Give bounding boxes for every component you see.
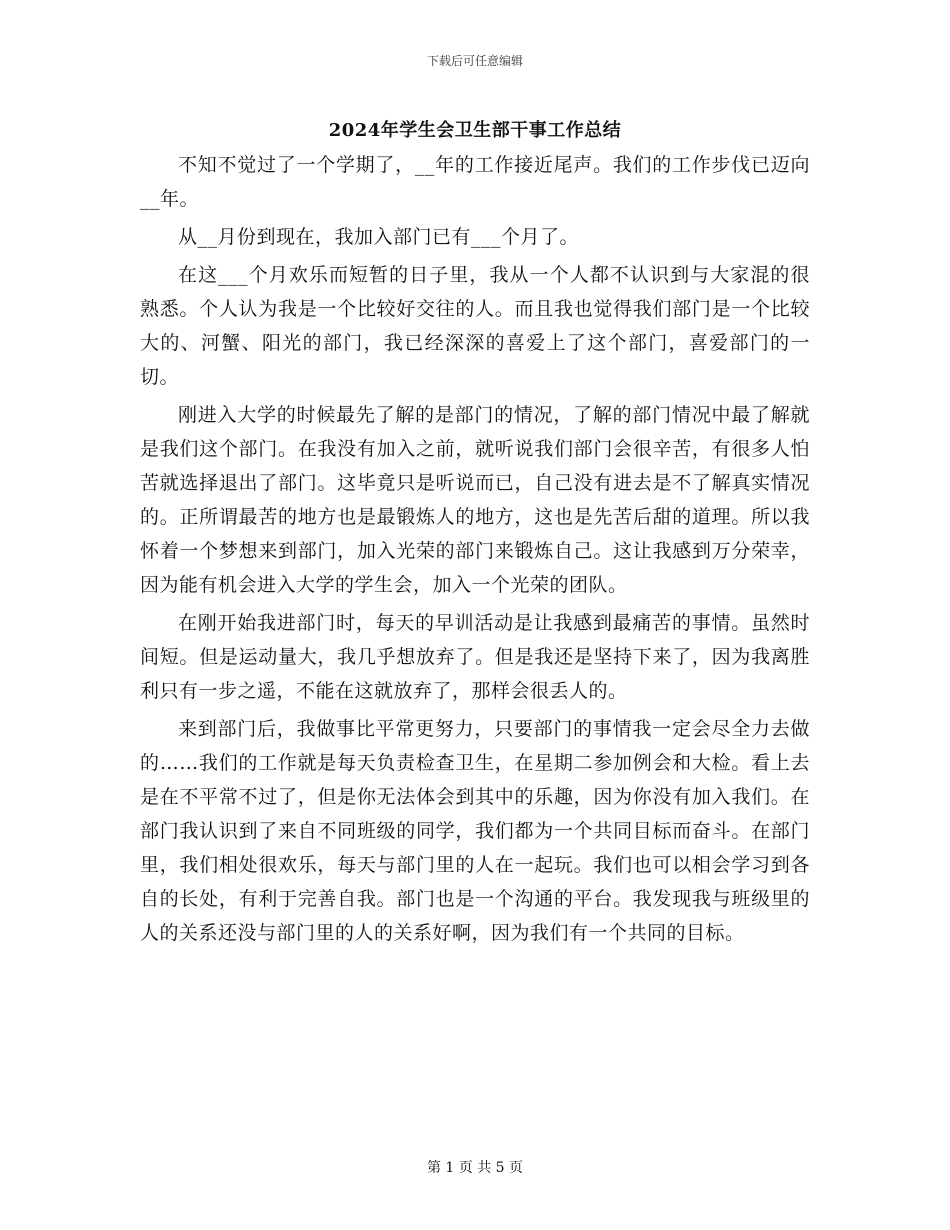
paragraph: 不知不觉过了一个学期了，__年的工作接近尾声。我们的工作步伐已迈向__年。 — [140, 154, 810, 210]
page-footer-number: 第 1 页 共 5 页 — [426, 1160, 524, 1176]
paragraph: 在这___个月欢乐而短暂的日子里，我从一个人都不认识到与大家混的很熟悉。个人认为我是一个比较好交往的人。而且我也觉得我们部门是一个比较大的、河蟹、阳光的部门，我已经深深的喜爱上了这个部门，喜爱部门的一切。 — [140, 264, 810, 388]
paragraph: 刚进入大学的时候最先了解的是部门的情况，了解的部门情况中最了解就是我们这个部门。在我没有加入之前，就听说我们部门会很辛苦，有很多人怕苦就选择退出了部门。这毕竟只是听说而已，自己没有进去是不了解真实情况的。正所谓最苦的地方也是最锻炼人的地方，这也是先苦后甜的道理。所以我怀着一个梦想来到部门，加入光荣的部门来锻炼自己。这让我感到万分荣幸，因为能有机会进入大学的学生会，加入一个光荣的团队。 — [140, 404, 810, 596]
paragraph: 在刚开始我进部门时，每天的早训活动是让我感到最痛苦的事情。虽然时间短。但是运动量大，我几乎想放弃了。但是我还是坚持下来了，因为我离胜利只有一步之遥，不能在这就放弃了，那样会很丢人的。 — [140, 612, 810, 702]
document-title: 2024年学生会卫生部干事工作总结 — [328, 120, 622, 141]
document-body — [140, 148, 810, 954]
paragraph: 从__月份到现在，我加入部门已有___个月了。 — [178, 226, 580, 248]
paragraph: 来到部门后，我做事比平常更努力，只要部门的事情我一定会尽全力去做的……我们的工作就是每天负责检查卫生，在星期二参加例会和大检。看上去是在不平常不过了，但是你无法体会到其中的乐趣，因为你没有加入我们。在部门我认识到了来自不同班级的同学，我们都为一个共同目标而奋斗。在部门里，我们相处很欢乐，每天与部门里的人在一起玩。我们也可以相会学习到各自的长处，有利于完善自我。部门也是一个沟通的平台。我发现我与班级里的人的关系还没与部门里的人的关系好啊，因为我们有一个共同的目标。 — [140, 718, 810, 944]
page-header-note: 下载后可任意编辑 — [426, 54, 523, 68]
